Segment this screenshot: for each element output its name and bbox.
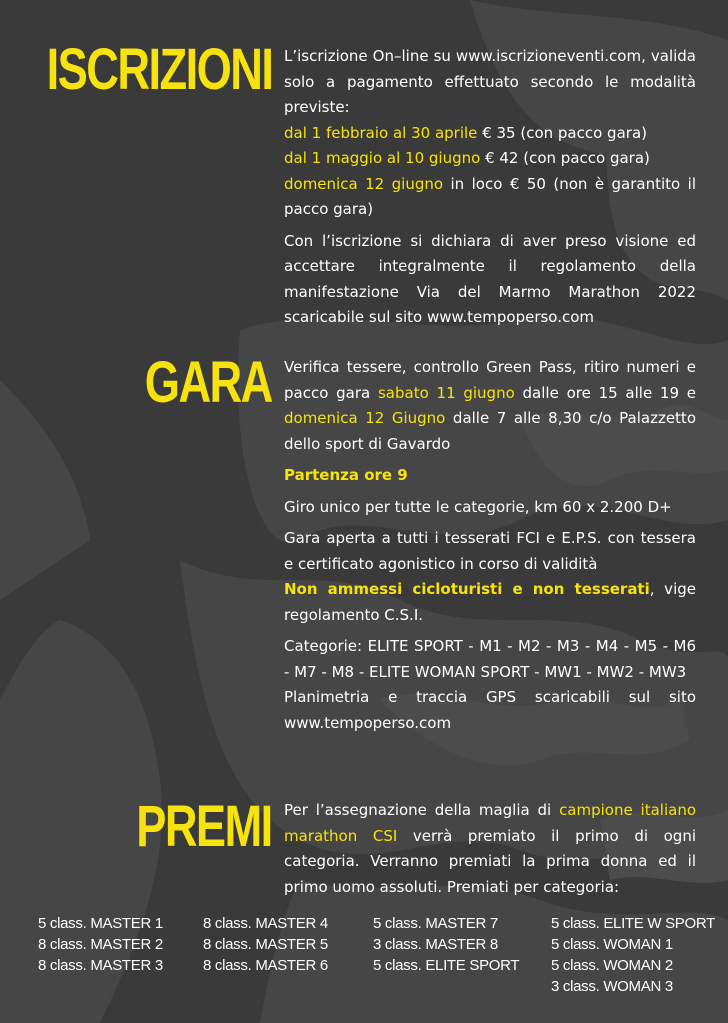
- prize-item: 5 class. MASTER 1: [38, 915, 163, 932]
- exclusion-text: Non ammessi cicloturisti e non tesserati: [284, 580, 650, 598]
- premi-text: [284, 798, 696, 900]
- fee-item: [284, 121, 696, 147]
- prize-item: 8 class. MASTER 4: [203, 915, 328, 932]
- fee-item: [284, 146, 696, 172]
- checkin-prefix: Verifica tessere, controllo Green Pass, ritiro numeri e pacco gara: [284, 358, 696, 402]
- prize-item: 5 class. ELITE SPORT: [373, 957, 520, 974]
- prize-column-4: [551, 913, 715, 997]
- checkin-mid: dalle ore 15 alle 19 e: [514, 383, 697, 402]
- fee-period: dal 1 maggio al 10 giugno: [284, 149, 481, 167]
- premi-highlight: campione italiano marathon CSI: [284, 801, 696, 845]
- fee-list: [284, 121, 696, 223]
- categories: Categorie: ELITE SPORT - M1 - M2 - M3 - M4 - M5 - M6 - M7 - M8 - ELITE WOMAN SPORT - MW1 - MW2 - MW3: [284, 637, 696, 681]
- prize-item: 5 class. MASTER 7: [373, 915, 498, 932]
- checkin-day1: sabato 11 giugno: [377, 383, 515, 402]
- prize-item: 3 class. WOMAN 3: [551, 978, 673, 995]
- prize-column-3: [373, 913, 519, 976]
- fee-period: domenica 12 giugno: [284, 174, 444, 193]
- fee-period: dal 1 febbraio al 30 aprile: [284, 123, 478, 142]
- eligibility: [284, 526, 696, 628]
- fee-detail: € 42 (con pacco gara): [480, 149, 650, 167]
- fee-detail: in loco € 50 (non è garantito il pacco gara): [284, 174, 696, 218]
- fee-detail: € 35 (con pacco gara): [477, 123, 647, 142]
- gara-body: [284, 355, 696, 742]
- prize-item: 8 class. MASTER 5: [203, 936, 328, 953]
- iscrizioni-rules: Con l’iscrizione si dichiara di aver preso visione ed accettare integralmente il regolamento della manifestazione Via del Marmo Marathon 2022 scaricabile sul sito www.tempoperso.com: [284, 231, 696, 326]
- premi-heading: PREMI: [136, 794, 272, 859]
- gara-checkin: [284, 355, 696, 457]
- prize-item: 3 class. MASTER 8: [373, 936, 498, 953]
- premi-text-suffix: verrà premiato il primo di ogni categoria. Verranno premiati la prima donna ed il primo uomo assoluti. Premiati per categoria:: [284, 826, 697, 896]
- prize-item: 5 class. WOMAN 2: [551, 957, 673, 974]
- premi-body: [284, 798, 696, 906]
- map-info: Planimetria e traccia GPS scaricabili sul sito www.tempoperso.com: [284, 688, 696, 732]
- checkin-day2: domenica 12 Giugno: [284, 409, 446, 427]
- iscrizioni-body: [284, 44, 696, 337]
- prize-column-2: [203, 913, 328, 976]
- eligibility-text: Gara aperta a tutti i tesserati FCI e E.P.S. con tessera e certificato agonistico in corso di validità: [284, 529, 696, 573]
- gara-heading: GARA: [145, 350, 272, 415]
- iscrizioni-heading: ISCRIZIONI: [46, 37, 272, 102]
- fee-item: [284, 172, 696, 223]
- route-info: Giro unico per tutte le categorie, km 60 x 2.200 D+: [284, 497, 672, 516]
- prize-item: 8 class. MASTER 6: [203, 957, 328, 974]
- exclusion-suffix: , vige regolamento C.S.I.: [284, 580, 696, 624]
- prize-column-1: [38, 913, 163, 976]
- start-time: Partenza ore 9: [284, 466, 408, 484]
- checkin-suffix: dalle 7 alle 8,30 c/o Palazzetto dello sport di Gavardo: [284, 409, 696, 453]
- premi-text-prefix: Per l’assegnazione della maglia di: [284, 801, 560, 819]
- iscrizioni-intro: L’iscrizione On–line su www.iscrizioneventi.com, valida solo a pagamento effettuato secondo le modalità previste:: [284, 47, 696, 116]
- prize-item: 8 class. MASTER 2: [38, 936, 163, 953]
- prize-item: 8 class. MASTER 3: [38, 957, 163, 974]
- prize-item: 5 class. ELITE W SPORT: [551, 915, 715, 932]
- prize-item: 5 class. WOMAN 1: [551, 936, 673, 953]
